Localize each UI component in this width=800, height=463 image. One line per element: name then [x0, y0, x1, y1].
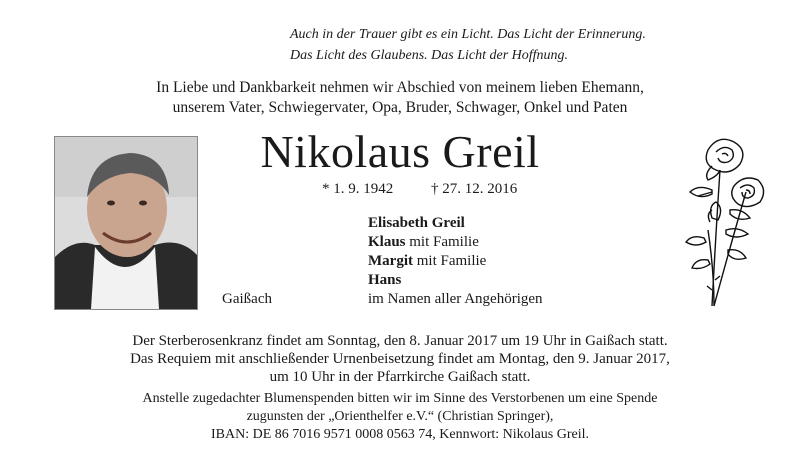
farewell-intro: [0, 78, 800, 118]
mourner-line: Elisabeth Greil: [368, 215, 465, 231]
mourner-line: Klaus mit Familie: [368, 234, 479, 250]
service-line-2: Das Requiem mit anschließender Urnenbeisetzung findet am Montag, den 9. Januar 2017,: [130, 351, 670, 367]
birth-date: * 1. 9. 1942: [322, 181, 394, 197]
donation-info: [0, 390, 800, 444]
rose-icon: [668, 130, 772, 310]
service-line-3: um 10 Uhr in der Pfarrkirche Gaißach statt.: [269, 369, 531, 385]
life-dates: [322, 181, 551, 198]
memorial-quote: [290, 24, 760, 66]
intro-line-1: In Liebe und Dankbarkeit nehmen wir Abschied von meinem lieben Ehemann,: [156, 79, 644, 96]
donation-line-3: IBAN: DE 86 7016 9571 0008 0563 74, Kennwort: Nikolaus Greil.: [211, 427, 589, 442]
quote-line-1: Auch in der Trauer gibt es ein Licht. Das Licht der Erinnerung.: [290, 27, 646, 42]
mourner-line: Margit mit Familie: [368, 253, 487, 269]
death-date: † 27. 12. 2016: [431, 181, 518, 197]
quote-line-2: Das Licht des Glaubens. Das Licht der Hoffnung.: [290, 48, 569, 63]
deceased-name: Nikolaus Greil: [260, 126, 540, 177]
mourner-line: im Namen aller Angehörigen: [368, 291, 543, 307]
service-info: [0, 332, 800, 386]
intro-line-2: unserem Vater, Schwiegervater, Opa, Bruder, Schwager, Onkel und Paten: [172, 99, 628, 116]
mourners-list: [368, 214, 543, 309]
place-name: Gaißach: [222, 291, 272, 307]
service-line-1: Der Sterberosenkranz findet am Sonntag, den 8. Januar 2017 um 19 Uhr in Gaißach statt.: [132, 333, 668, 349]
mourner-line: Hans: [368, 272, 402, 288]
donation-line-2: zugunsten der „Orienthelfer e.V.“ (Christian Springer),: [246, 409, 554, 424]
donation-line-1: Anstelle zugedachter Blumenspenden bitten wir im Sinne des Verstorbenen um eine Spende: [142, 391, 658, 406]
